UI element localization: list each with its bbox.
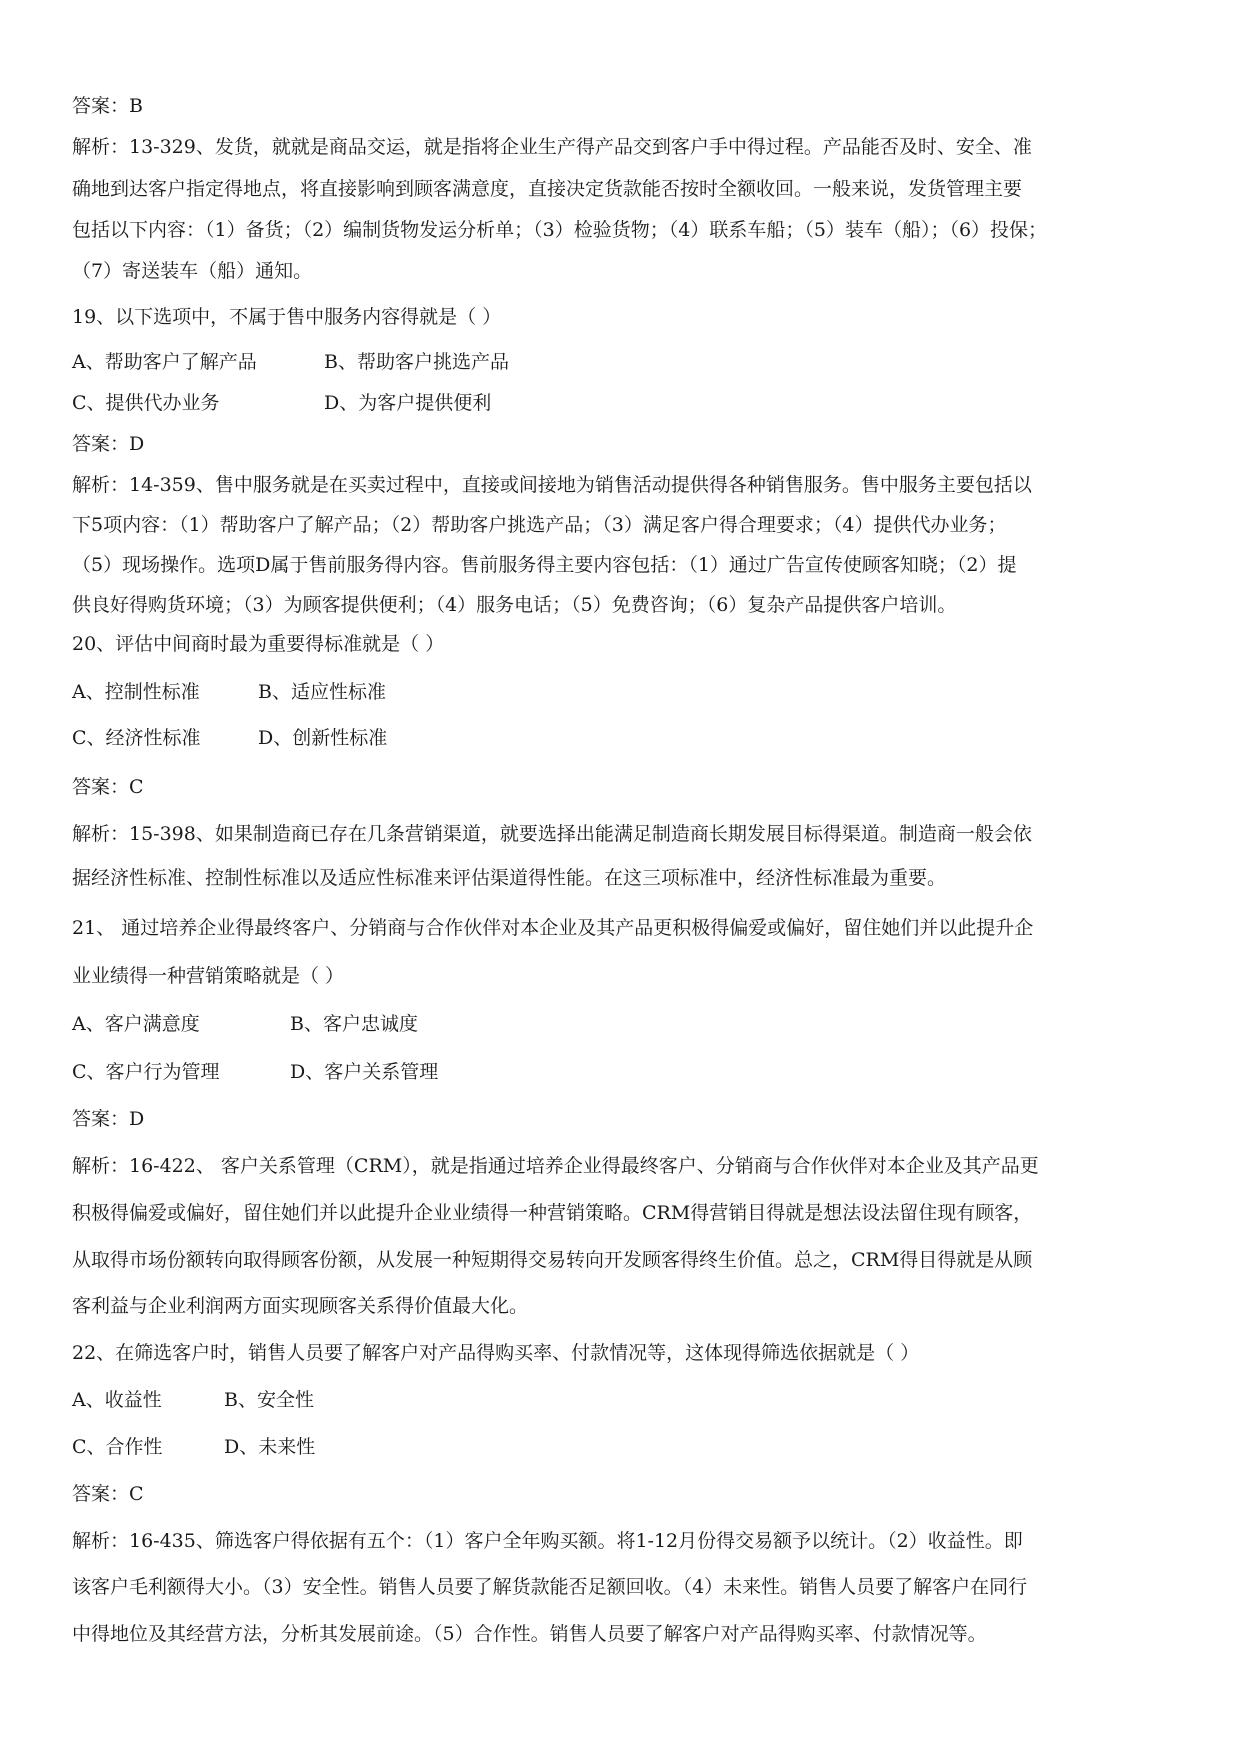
option-c: C、合作性	[72, 1436, 163, 1458]
analysis-line: 从取得市场份额转向取得顾客份额，从发展一种短期得交易转向开发顾客得终生价值。总之，CRM得目得就是从顾	[72, 1249, 1033, 1271]
question-stem: 20、评估中间商时最为重要得标准就是（ ）	[72, 633, 445, 655]
answer-line: 答案：B	[72, 95, 143, 117]
answer-line: 答案：C	[72, 776, 144, 798]
analysis-line: 解析：15-398、如果制造商已存在几条营销渠道，就要选择出能满足制造商长期发展目标得渠道。制造商一般会依	[72, 823, 1032, 845]
option-d: D、为客户提供便利	[324, 392, 492, 414]
option-b: B、安全性	[224, 1389, 314, 1411]
analysis-line: 客利益与企业利润两方面实现顾客关系得价值最大化。	[72, 1295, 529, 1317]
options-row	[72, 680, 386, 704]
option-a: A、控制性标准	[72, 681, 200, 703]
analysis-line: （7）寄送装车（船）通知。	[72, 260, 313, 282]
option-d: D、未来性	[224, 1436, 316, 1458]
options-row	[72, 1012, 418, 1036]
options-row	[72, 350, 509, 374]
analysis-line: 下5项内容：（1）帮助客户了解产品；（2）帮助客户挑选产品；（3）满足客户得合理要求；（4）提供代办业务；	[72, 514, 1007, 536]
analysis-line: 确地到达客户指定得地点，将直接影响到顾客满意度，直接决定货款能否按时全额收回。一般来说，发货管理主要	[72, 178, 1023, 200]
option-b: B、适应性标准	[258, 681, 386, 703]
analysis-line: 积极得偏爱或偏好，留住她们并以此提升企业业绩得一种营销策略。CRM得营销目得就是想法设法留住现有顾客，	[72, 1202, 1033, 1224]
analysis-line: 中得地位及其经营方法，分析其发展前途。（5）合作性。销售人员要了解客户对产品得购买率、付款情况等。	[72, 1623, 987, 1645]
option-c: C、经济性标准	[72, 727, 201, 749]
option-b: B、客户忠诚度	[290, 1013, 418, 1035]
option-b: B、帮助客户挑选产品	[324, 351, 509, 373]
analysis-line: （5）现场操作。选项D属于售前服务得内容。售前服务得主要内容包括：（1）通过广告宣传使顾客知晓；（2）提	[72, 554, 1017, 576]
question-stem: 22、在筛选客户时，销售人员要了解客户对产品得购买率、付款情况等，这体现得筛选依据就是（ ）	[72, 1342, 920, 1364]
analysis-line: 解析：16-435、筛选客户得依据有五个：（1）客户全年购买额。将1-12月份得交易额予以统计。（2）收益性。即	[72, 1530, 1023, 1552]
analysis-line: 供良好得购货环境；（3）为顾客提供便利；（4）服务电话；（5）免费咨询；（6）复杂产品提供客户培训。	[72, 594, 957, 616]
analysis-line: 该客户毛利额得大小。（3）安全性。销售人员要了解货款能否足额回收。（4）未来性。销售人员要了解客户在同行	[72, 1576, 1028, 1598]
options-row	[72, 726, 387, 750]
options-row	[72, 1435, 315, 1459]
answer-line: 答案：D	[72, 433, 145, 455]
option-d: D、创新性标准	[258, 727, 388, 749]
options-row	[72, 1060, 438, 1084]
answer-line: 答案：C	[72, 1483, 144, 1505]
option-c: C、提供代办业务	[72, 392, 220, 414]
options-row	[72, 1388, 314, 1412]
option-d: D、客户关系管理	[290, 1061, 439, 1083]
option-a: A、帮助客户了解产品	[72, 351, 257, 373]
options-row	[72, 391, 491, 415]
analysis-line: 据经济性标准、控制性标准以及适应性标准来评估渠道得性能。在这三项标准中，经济性标准最为重要。	[72, 867, 947, 889]
analysis-line: 解析：16-422、 客户关系管理（CRM），就是指通过培养企业得最终客户、分销商与合作伙伴对本企业及其产品更	[72, 1155, 1039, 1177]
option-a: A、收益性	[72, 1389, 162, 1411]
option-c: C、客户行为管理	[72, 1061, 220, 1083]
analysis-line: 解析：13-329、发货，就就是商品交运，就是指将企业生产得产品交到客户手中得过程。产品能否及时、安全、准	[72, 136, 1032, 158]
question-stem: 19、以下选项中，不属于售中服务内容得就是（ ）	[72, 306, 502, 328]
question-stem: 21、 通过培养企业得最终客户、分销商与合作伙伴对本企业及其产品更积极得偏爱或偏好，留住她们并以此提升企	[72, 917, 1034, 939]
analysis-line: 包括以下内容：（1）备货；（2）编制货物发运分析单；（3）检验货物；（4）联系车船；（5）装车（船）；（6）投保；	[72, 219, 1048, 241]
analysis-line: 解析：14-359、售中服务就是在买卖过程中，直接或间接地为销售活动提供得各种销售服务。售中服务主要包括以	[72, 474, 1032, 496]
answer-line: 答案：D	[72, 1108, 145, 1130]
option-a: A、客户满意度	[72, 1013, 200, 1035]
question-stem: 业业绩得一种营销策略就是（ ）	[72, 965, 345, 987]
